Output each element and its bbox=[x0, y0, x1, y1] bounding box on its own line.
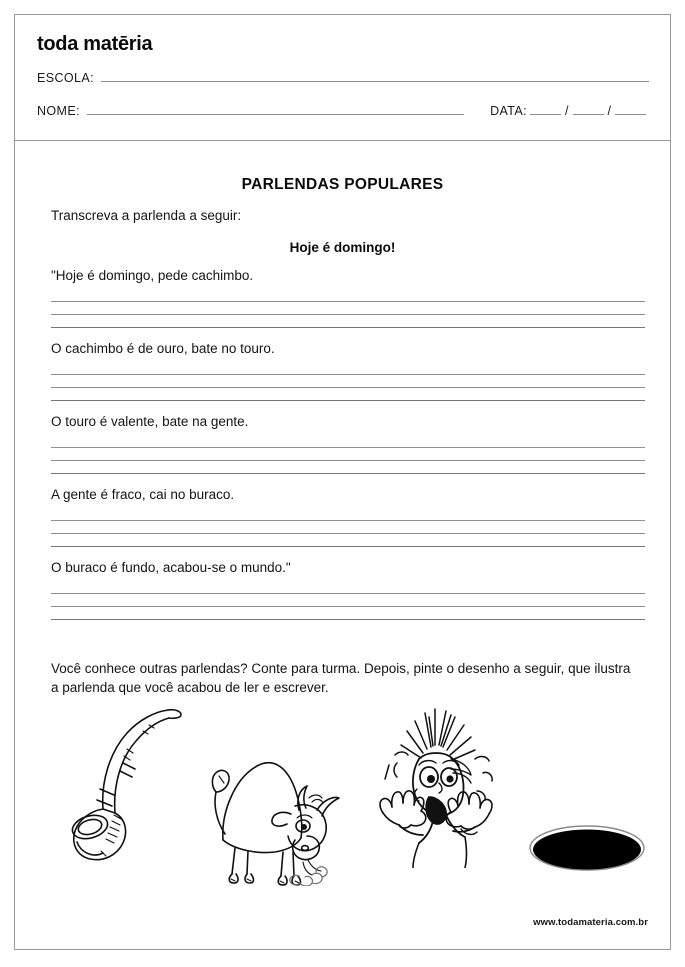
poem-title: Hoje é domingo! bbox=[289, 240, 396, 255]
writing-lines bbox=[51, 362, 645, 401]
name-label: NOME: bbox=[37, 104, 80, 118]
bull-illustration bbox=[195, 736, 345, 886]
school-label: ESCOLA: bbox=[37, 71, 94, 85]
instruction-color-drawing: Você conhece outras parlendas? Conte para turma. Depois, pinte o desenho a seguir, que ilustra a parlenda que você acabou de ler e escrever. bbox=[51, 661, 631, 695]
writing-line[interactable] bbox=[51, 594, 645, 607]
writing-line[interactable] bbox=[51, 375, 645, 388]
date-field-group bbox=[490, 103, 649, 118]
writing-line[interactable] bbox=[51, 508, 645, 521]
date-year-input[interactable] bbox=[615, 103, 646, 115]
writing-line[interactable] bbox=[51, 435, 645, 448]
writing-line[interactable] bbox=[51, 302, 645, 315]
writing-line[interactable] bbox=[51, 581, 645, 594]
date-label: DATA: bbox=[490, 104, 528, 118]
date-separator-1: / bbox=[565, 104, 569, 118]
pipe-illustration bbox=[57, 701, 192, 866]
scared-person-illustration bbox=[367, 703, 507, 868]
writing-lines bbox=[51, 289, 645, 328]
instruction-transcribe: Transcreva a parlenda a seguir: bbox=[51, 208, 242, 223]
brand-logo: toda matēria bbox=[37, 33, 153, 55]
hole-illustration bbox=[527, 821, 647, 873]
page-title: PARLENDAS POPULARES bbox=[241, 176, 444, 193]
verse-block bbox=[51, 414, 645, 474]
date-separator-2: / bbox=[607, 104, 611, 118]
school-field-row bbox=[37, 70, 649, 85]
verse-text: O buraco é fundo, acabou-se o mundo." bbox=[51, 560, 291, 575]
name-field-row bbox=[37, 103, 649, 118]
writing-line[interactable] bbox=[51, 362, 645, 375]
verse-text: A gente é fraco, cai no buraco. bbox=[51, 487, 235, 502]
illustration-row bbox=[15, 701, 670, 891]
verse-text: O touro é valente, bate na gente. bbox=[51, 414, 249, 429]
writing-line[interactable] bbox=[51, 521, 645, 534]
writing-line[interactable] bbox=[51, 448, 645, 461]
verse-block bbox=[51, 268, 645, 328]
school-input-line[interactable] bbox=[101, 70, 649, 82]
verse-block bbox=[51, 341, 645, 401]
writing-lines bbox=[51, 508, 645, 547]
date-month-input[interactable] bbox=[573, 103, 604, 115]
writing-lines bbox=[51, 581, 645, 620]
worksheet-header bbox=[15, 15, 670, 141]
writing-line[interactable] bbox=[51, 388, 645, 401]
worksheet-frame bbox=[14, 14, 671, 950]
writing-line[interactable] bbox=[51, 315, 645, 328]
writing-line[interactable] bbox=[51, 289, 645, 302]
writing-line[interactable] bbox=[51, 534, 645, 547]
name-input-line[interactable] bbox=[87, 103, 464, 115]
verse-block bbox=[51, 487, 645, 547]
verse-text: "Hoje é domingo, pede cachimbo. bbox=[51, 268, 254, 283]
writing-lines bbox=[51, 435, 645, 474]
verse-text: O cachimbo é de ouro, bate no touro. bbox=[51, 341, 275, 356]
writing-line[interactable] bbox=[51, 607, 645, 620]
verse-list bbox=[51, 268, 645, 633]
footer-url: www.todamateria.com.br bbox=[533, 917, 648, 928]
writing-line[interactable] bbox=[51, 461, 645, 474]
worksheet-body bbox=[15, 141, 670, 950]
date-day-input[interactable] bbox=[530, 103, 561, 115]
verse-block bbox=[51, 560, 645, 620]
